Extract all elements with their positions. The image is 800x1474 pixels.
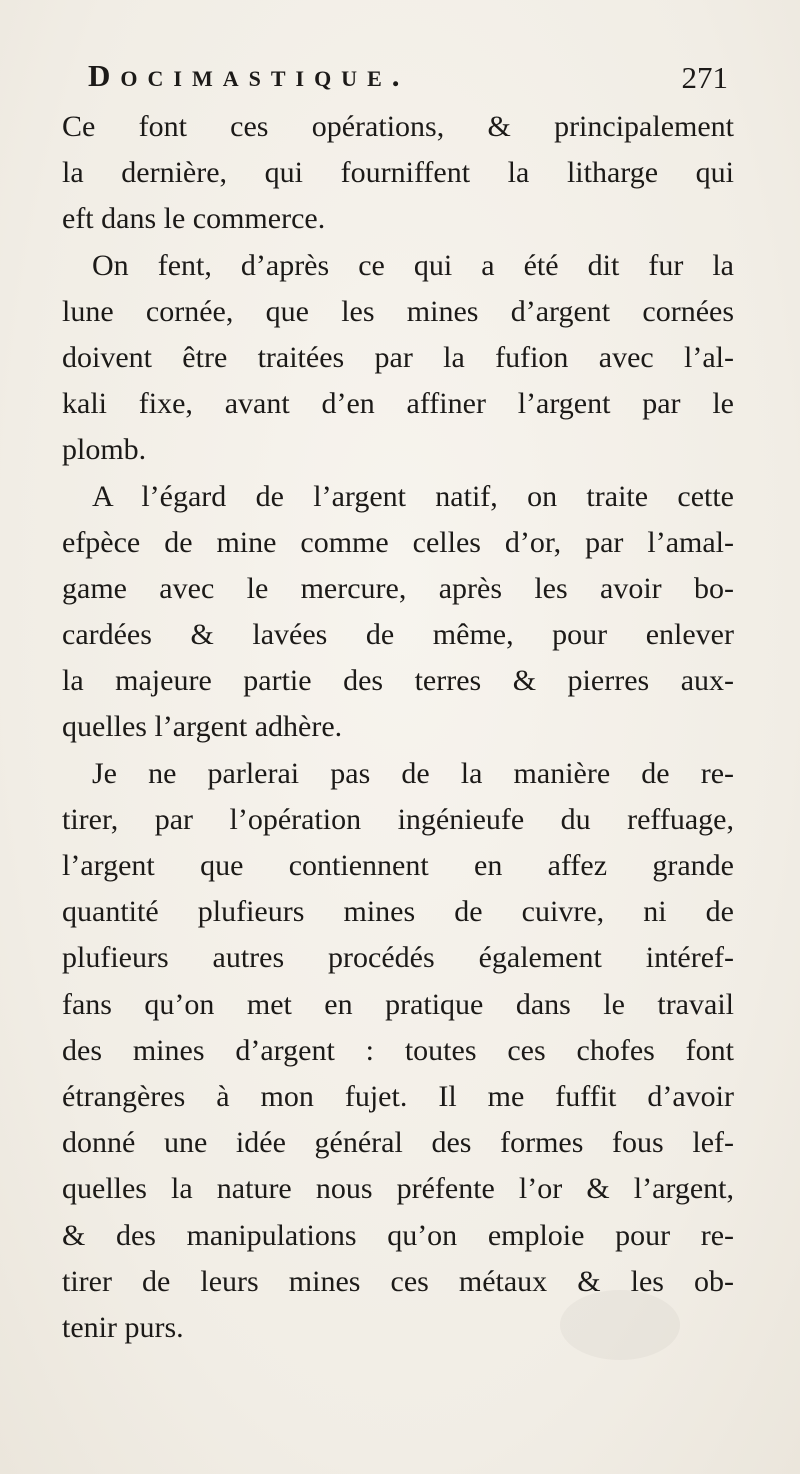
text-line: quantité plufieurs mines de cuivre, ni de xyxy=(62,895,734,929)
text-line: fans qu’on met en pratique dans le travail xyxy=(62,987,734,1021)
text-line: quelles l’argent adhère. xyxy=(62,710,343,744)
text-line: kali fixe, avant d’en affiner l’argent par le xyxy=(62,387,734,421)
text-line: l’argent que contiennent en affez grande xyxy=(62,849,734,882)
body-text xyxy=(62,104,734,1351)
text-line: étrangères à mon fujet. Il me fuffit d’avoir xyxy=(62,1079,734,1113)
running-title: Docimastique. xyxy=(88,58,410,93)
text-line: tirer de leurs mines ces métaux & les ob- xyxy=(62,1264,734,1298)
text-line: la majeure partie des terres & pierres aux- xyxy=(62,664,734,698)
text-line: cardées & lavées de même, pour enlever xyxy=(62,618,734,652)
text-line: tenir purs. xyxy=(62,1310,184,1344)
text-line: quelles la nature nous préfente l’or & l’argent, xyxy=(62,1172,734,1206)
page-number: 271 xyxy=(681,60,728,95)
text-line: doivent être traitées par la fufion avec l’al- xyxy=(62,340,734,374)
text-line: On fent, d’après ce qui a été dit fur la xyxy=(92,248,734,282)
text-line: la dernière, qui fourniffent la litharge qui xyxy=(62,156,734,190)
text-line: & des manipulations qu’on emploie pour re- xyxy=(62,1218,734,1252)
text-line: Ce font ces opérations, & principalement xyxy=(62,110,734,143)
text-line: plomb. xyxy=(62,433,147,467)
text-line: efpèce de mine comme celles d’or, par l’amal- xyxy=(62,525,734,559)
text-line: tirer, par l’opération ingénieufe du reffuage, xyxy=(62,802,734,836)
text-line: Je ne parlerai pas de la manière de re- xyxy=(92,756,734,790)
text-line: donné une idée général des formes fous lef- xyxy=(62,1126,734,1160)
page-header xyxy=(88,58,728,102)
text-line: des mines d’argent : toutes ces chofes font xyxy=(62,1033,734,1067)
text-line: plufieurs autres procédés également intéref- xyxy=(62,941,734,975)
text-line: game avec le mercure, après les avoir bo- xyxy=(62,571,734,605)
text-line: lune cornée, que les mines d’argent cornées xyxy=(62,294,734,328)
text-line: A l’égard de l’argent natif, on traite cette xyxy=(92,479,734,513)
text-line: eft dans le commerce. xyxy=(62,202,326,236)
